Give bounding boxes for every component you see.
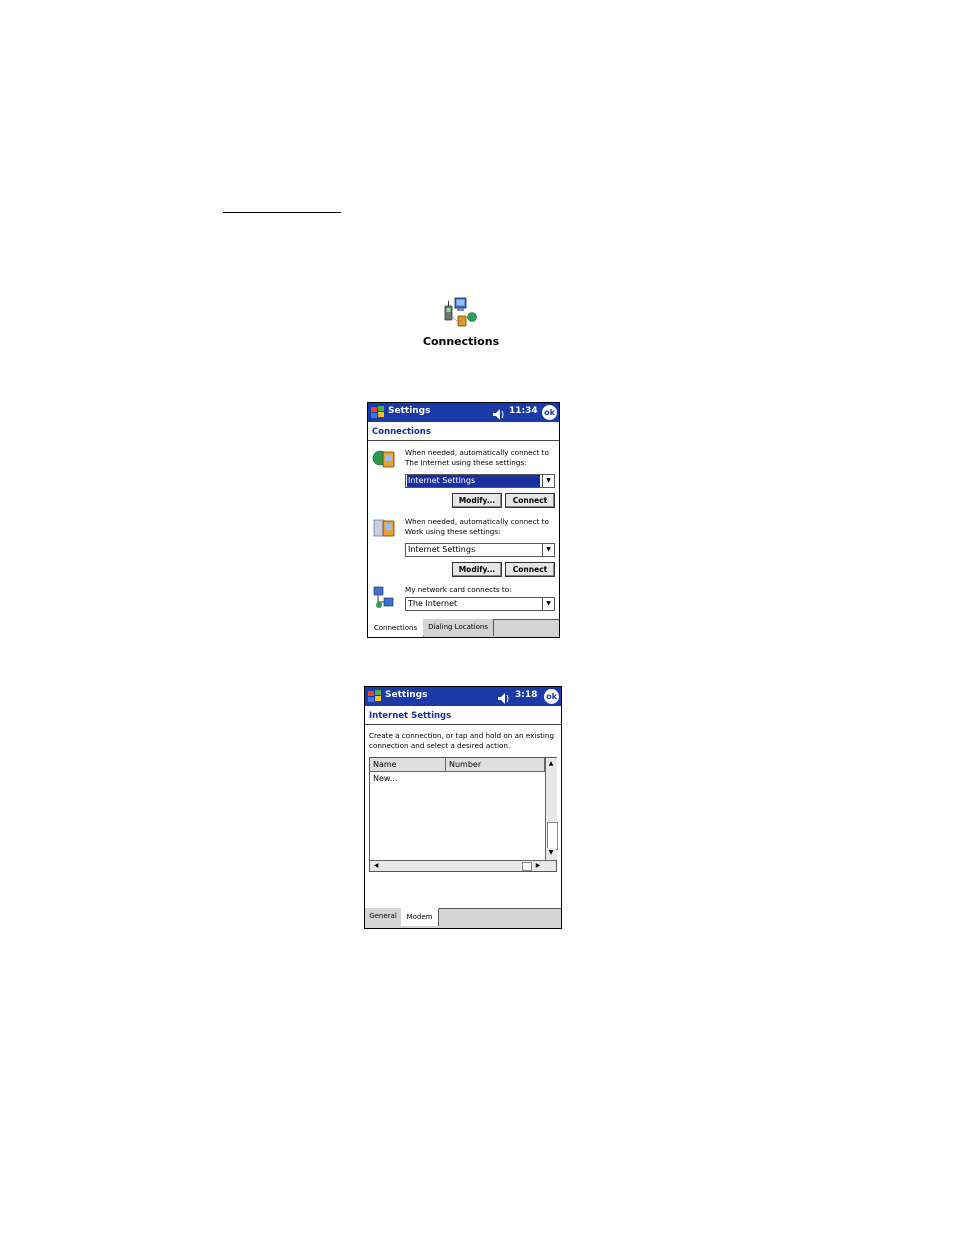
vertical-scrollbar[interactable] bbox=[545, 758, 557, 860]
internet-description: When needed, automatically connect to The Internet using these settings: bbox=[405, 448, 549, 467]
title-bar bbox=[365, 687, 561, 706]
scroll-down-arrow-icon[interactable]: ▼ bbox=[546, 848, 556, 858]
start-menu-flag-icon[interactable] bbox=[367, 689, 383, 704]
internet-connection-icon bbox=[371, 447, 397, 473]
column-header-number[interactable]: Number bbox=[446, 758, 545, 771]
clock[interactable]: 11:34 bbox=[509, 406, 538, 416]
clock[interactable]: 3:18 bbox=[515, 690, 538, 700]
internet-settings-screen bbox=[364, 686, 562, 929]
scroll-thumb-horizontal[interactable] bbox=[522, 862, 532, 871]
page-heading: Internet Settings bbox=[369, 711, 452, 721]
heading-divider bbox=[365, 724, 561, 725]
document-rule bbox=[223, 212, 341, 213]
network-card-value: The Internet bbox=[408, 599, 458, 608]
connections-list[interactable] bbox=[369, 757, 557, 872]
tab-bar bbox=[365, 908, 561, 928]
heading-divider bbox=[368, 440, 559, 441]
start-menu-flag-icon[interactable] bbox=[370, 405, 386, 420]
speaker-icon[interactable] bbox=[497, 690, 511, 703]
list-item-new[interactable]: New... bbox=[373, 774, 398, 783]
ok-button[interactable]: ok bbox=[542, 405, 557, 420]
scroll-right-arrow-icon[interactable]: ▶ bbox=[533, 861, 543, 871]
work-connection-icon bbox=[371, 516, 397, 542]
page-heading: Connections bbox=[372, 427, 431, 437]
connections-icon-label: Connections bbox=[422, 335, 500, 348]
instructions-text: Create a connection, or tap and hold on an existing connection and select a desired action. bbox=[369, 731, 555, 750]
work-connect-button[interactable]: Connect bbox=[505, 562, 555, 577]
scroll-thumb[interactable] bbox=[547, 822, 558, 850]
list-header bbox=[370, 758, 545, 772]
tab-general[interactable]: General bbox=[365, 908, 402, 925]
network-description: My network card connects to: bbox=[405, 585, 512, 594]
internet-settings-dropdown[interactable] bbox=[405, 474, 555, 488]
title-text: Settings bbox=[385, 690, 428, 700]
chevron-down-icon[interactable]: ▼ bbox=[542, 475, 554, 487]
horizontal-scrollbar[interactable] bbox=[370, 860, 556, 871]
speaker-icon[interactable] bbox=[492, 406, 506, 419]
internet-connect-button[interactable]: Connect bbox=[505, 493, 555, 508]
title-bar bbox=[368, 403, 559, 422]
tab-modem[interactable]: Modem bbox=[401, 908, 439, 926]
scroll-up-arrow-icon[interactable]: ▲ bbox=[546, 759, 556, 769]
title-text: Settings bbox=[388, 406, 431, 416]
network-card-dropdown[interactable] bbox=[405, 597, 555, 611]
connections-icon[interactable] bbox=[440, 296, 484, 330]
tab-bar bbox=[368, 619, 559, 637]
tab-dialing-locations[interactable]: Dialing Locations bbox=[423, 619, 494, 636]
work-description: When needed, automatically connect to Work using these settings: bbox=[405, 517, 549, 536]
internet-modify-button[interactable]: Modify... bbox=[452, 493, 502, 508]
ok-button[interactable]: ok bbox=[544, 689, 559, 704]
network-card-icon bbox=[371, 585, 397, 611]
internet-settings-value: Internet Settings bbox=[407, 475, 540, 487]
tab-connections[interactable]: Connections bbox=[368, 619, 424, 637]
work-modify-button[interactable]: Modify... bbox=[452, 562, 502, 577]
column-header-name[interactable]: Name bbox=[370, 758, 446, 771]
scroll-left-arrow-icon[interactable]: ◀ bbox=[371, 861, 381, 871]
chevron-down-icon[interactable]: ▼ bbox=[542, 544, 554, 556]
chevron-down-icon[interactable]: ▼ bbox=[542, 598, 554, 610]
connections-screen bbox=[367, 402, 560, 638]
work-settings-value: Internet Settings bbox=[408, 545, 476, 554]
work-settings-dropdown[interactable] bbox=[405, 543, 555, 557]
